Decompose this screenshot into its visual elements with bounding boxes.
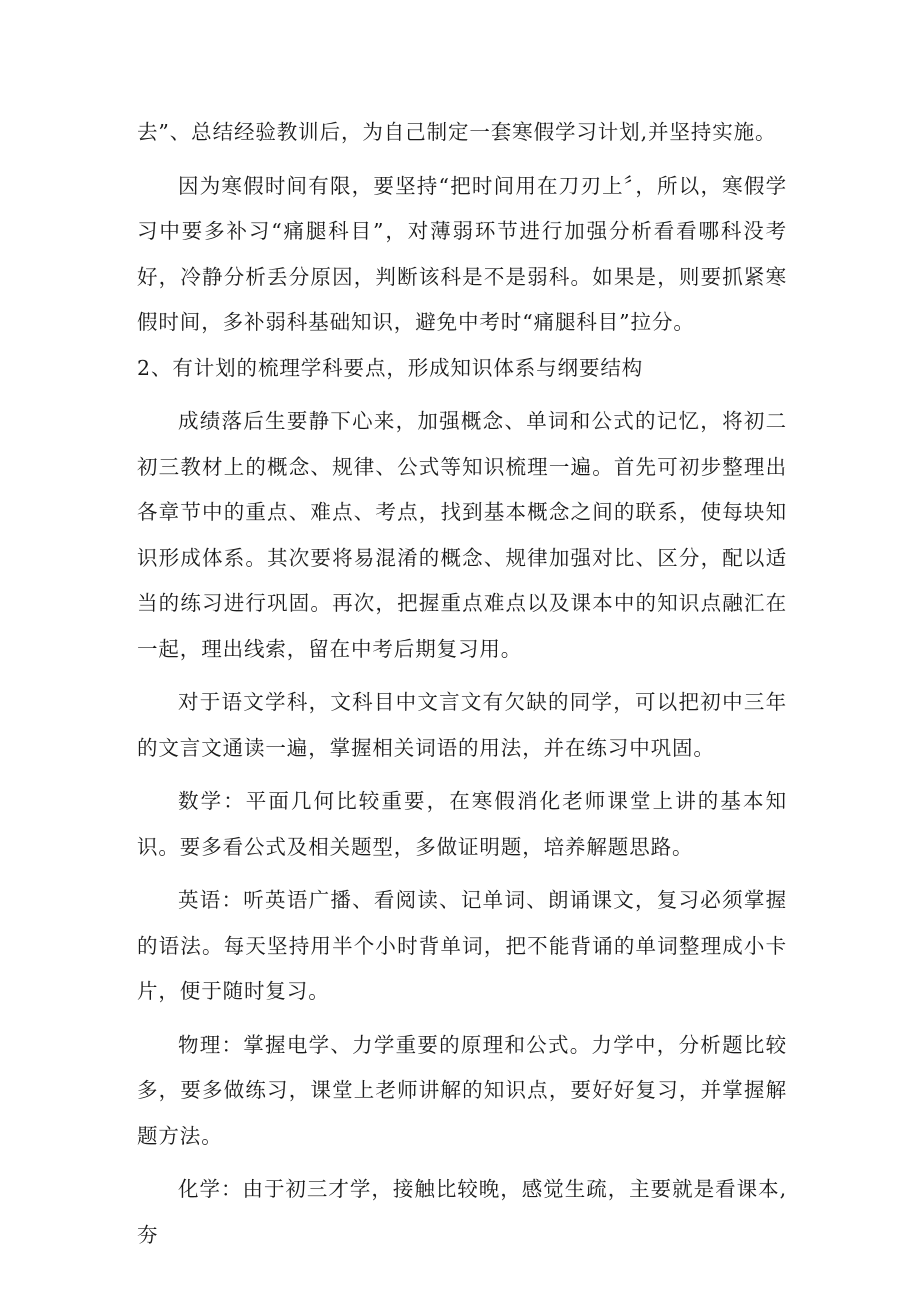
paragraph-time-limited: 因为寒假时间有限，要坚持“把时间用在刀刃上〞，所以，寒假学习中要多补习“痛腿科目”，对薄弱环节进行加强分析看看哪科没考好，冷静分析丢分原因，判断该科是不是弱科。如果是，则要抓紧寒假时间，多补弱科基础知识，避免中考时“痛腿科目”拉分。 [137,173,787,334]
paragraph-continuation: 去”、总结经验教训后，为自己制定一套寒假学习计划,并坚持实施。 [137,120,777,144]
paragraph-math: 数学：平面几何比较重要，在寒假消化老师课堂上讲的基本知识。要多看公式及相关题型，多做证明题，培养解题思路。 [137,789,787,859]
paragraph-chinese: 对于语文学科，文科目中文言文有欠缺的同学，可以把初中三年的文言文通读一遍，掌握相关词语的用法，并在练习中巩固。 [137,690,787,760]
paragraph-physics: 物理：掌握电学、力学重要的原理和公式。力学中，分析题比较多，要多做练习，课堂上老师讲解的知识点，要好好复习，并掌握解题方法。 [137,1032,787,1148]
paragraph-chemistry: 化学：由于初三才学，接触比较晚，感觉生疏，主要就是看课本,夯 [137,1177,787,1247]
paragraph-english: 英语：听英语广播、看阅读、记单词、朗诵课文，复习必须掌握的语法。每天坚持用半个小时背单词，把不能背诵的单词整理成小卡片，便于随时复习。 [137,888,787,1003]
paragraph-knowledge-system: 成绩落后生要静下心来，加强概念、单词和公式的记忆，将初二初三教材上的概念、规律、公式等知识梳理一遍。首先可初步整理出各章节中的重点、难点、考点，找到基本概念之间的联系，使每块知识形成体系。其次要将易混淆的概念、规律加强对比、区分，配以适当的练习进行巩固。再次，把握重点难点以及课本中的知识点融汇在一起，理出线索，留在中考后期复习用。 [137,409,787,661]
section-heading-2: 2、有计划的梳理学科要点，形成知识体系与纲要结构 [137,355,644,380]
document-page [137,110,787,1258]
